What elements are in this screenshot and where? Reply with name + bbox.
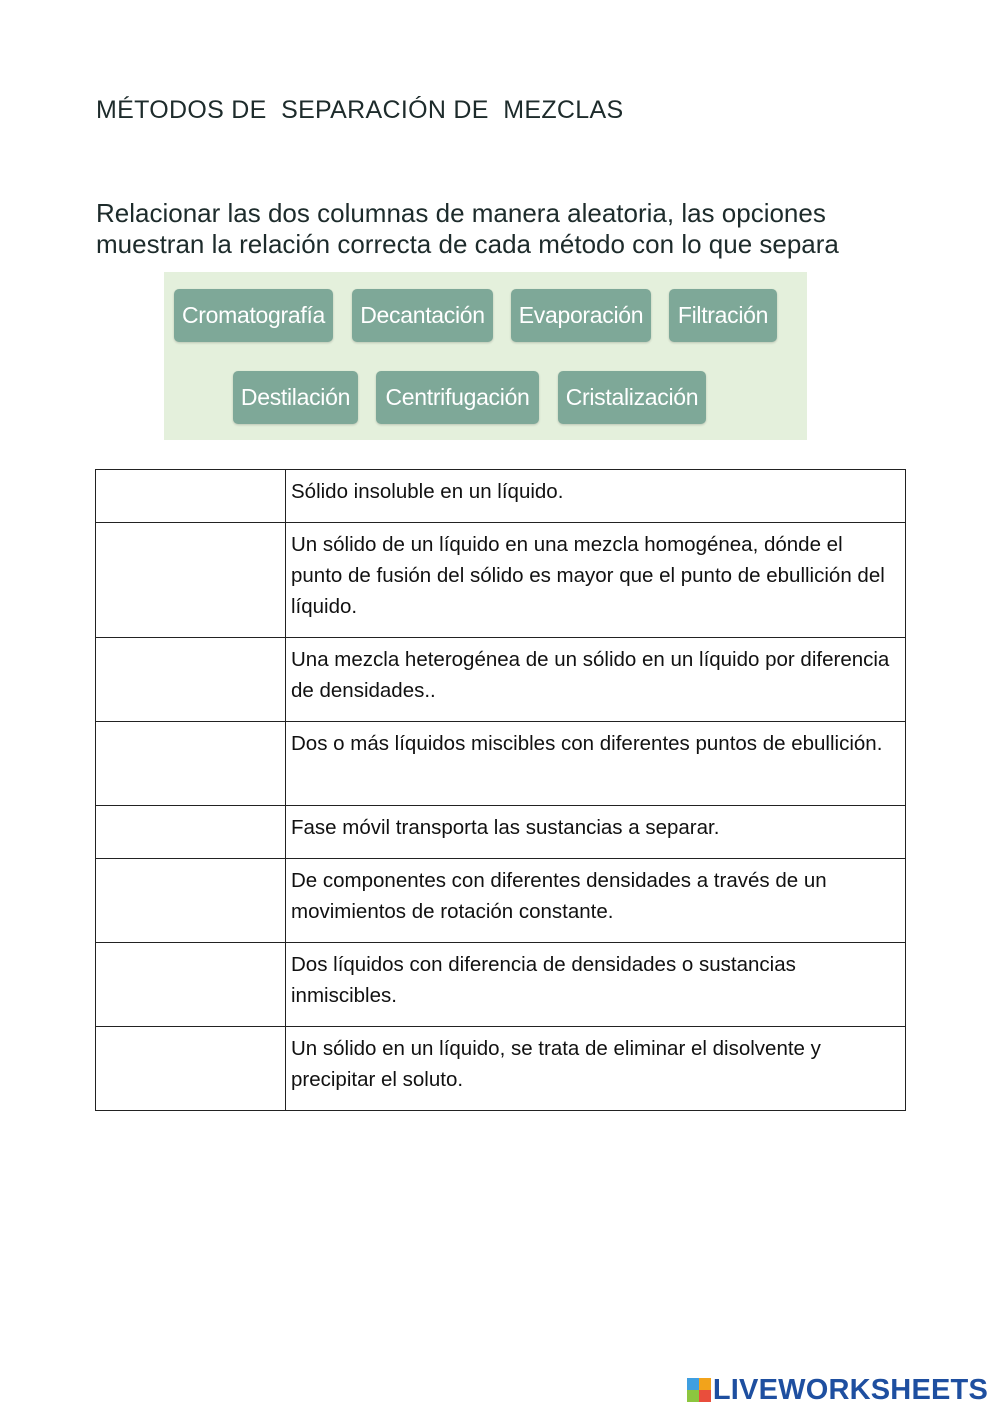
option-chip-filtracion[interactable]: Filtración	[669, 289, 777, 342]
description-cell: Un sólido de un líquido en una mezcla homogénea, dónde el punto de fusión del sólido es mayor que el punto de ebullición del líquido.	[286, 523, 906, 638]
description-cell: Dos o más líquidos miscibles con diferentes puntos de ebullición.	[286, 722, 906, 806]
answer-drop-zone[interactable]	[96, 806, 286, 859]
option-chip-decantacion[interactable]: Decantación	[352, 289, 493, 342]
option-chip-cromatografia[interactable]: Cromatografía	[174, 289, 333, 342]
description-cell: Fase móvil transporta las sustancias a separar.	[286, 806, 906, 859]
page-title: MÉTODOS DE SEPARACIÓN DE MEZCLAS	[96, 96, 624, 124]
description-cell: Una mezcla heterogénea de un sólido en un líquido por diferencia de densidades..	[286, 638, 906, 722]
table-row	[96, 523, 906, 638]
option-chip-destilacion[interactable]: Destilación	[233, 371, 358, 424]
answer-drop-zone[interactable]	[96, 722, 286, 806]
description-cell: Un sólido en un líquido, se trata de eliminar el disolvente y precipitar el soluto.	[286, 1027, 906, 1111]
description-cell: De componentes con diferentes densidades a través de un movimientos de rotación constante.	[286, 859, 906, 943]
logo-text: LIVEWORKSHEETS	[712, 1374, 988, 1406]
matching-table	[95, 469, 906, 1111]
option-chip-evaporacion[interactable]: Evaporación	[511, 289, 651, 342]
answer-drop-zone[interactable]	[96, 523, 286, 638]
instructions-text: Relacionar las dos columnas de manera aleatoria, las opciones muestran la relación correcta de cada método con lo que separa	[96, 198, 839, 259]
option-chip-cristalizacion[interactable]: Cristalización	[558, 371, 706, 424]
table-row	[96, 638, 906, 722]
table-row	[96, 470, 906, 523]
answer-drop-zone[interactable]	[96, 943, 286, 1027]
table-row	[96, 722, 906, 806]
answer-drop-zone[interactable]	[96, 638, 286, 722]
word-bank	[164, 272, 807, 440]
description-cell: Dos líquidos con diferencia de densidades o sustancias inmiscibles.	[286, 943, 906, 1027]
table-row	[96, 943, 906, 1027]
table-row	[96, 1027, 906, 1111]
table-row	[96, 859, 906, 943]
liveworksheets-logo-icon	[687, 1378, 711, 1402]
answer-drop-zone[interactable]	[96, 470, 286, 523]
description-cell: Sólido insoluble en un líquido.	[286, 470, 906, 523]
option-chip-centrifugacion[interactable]: Centrifugación	[376, 371, 539, 424]
table-row	[96, 806, 906, 859]
answer-drop-zone[interactable]	[96, 1027, 286, 1111]
answer-drop-zone[interactable]	[96, 859, 286, 943]
liveworksheets-logo	[687, 1374, 988, 1406]
